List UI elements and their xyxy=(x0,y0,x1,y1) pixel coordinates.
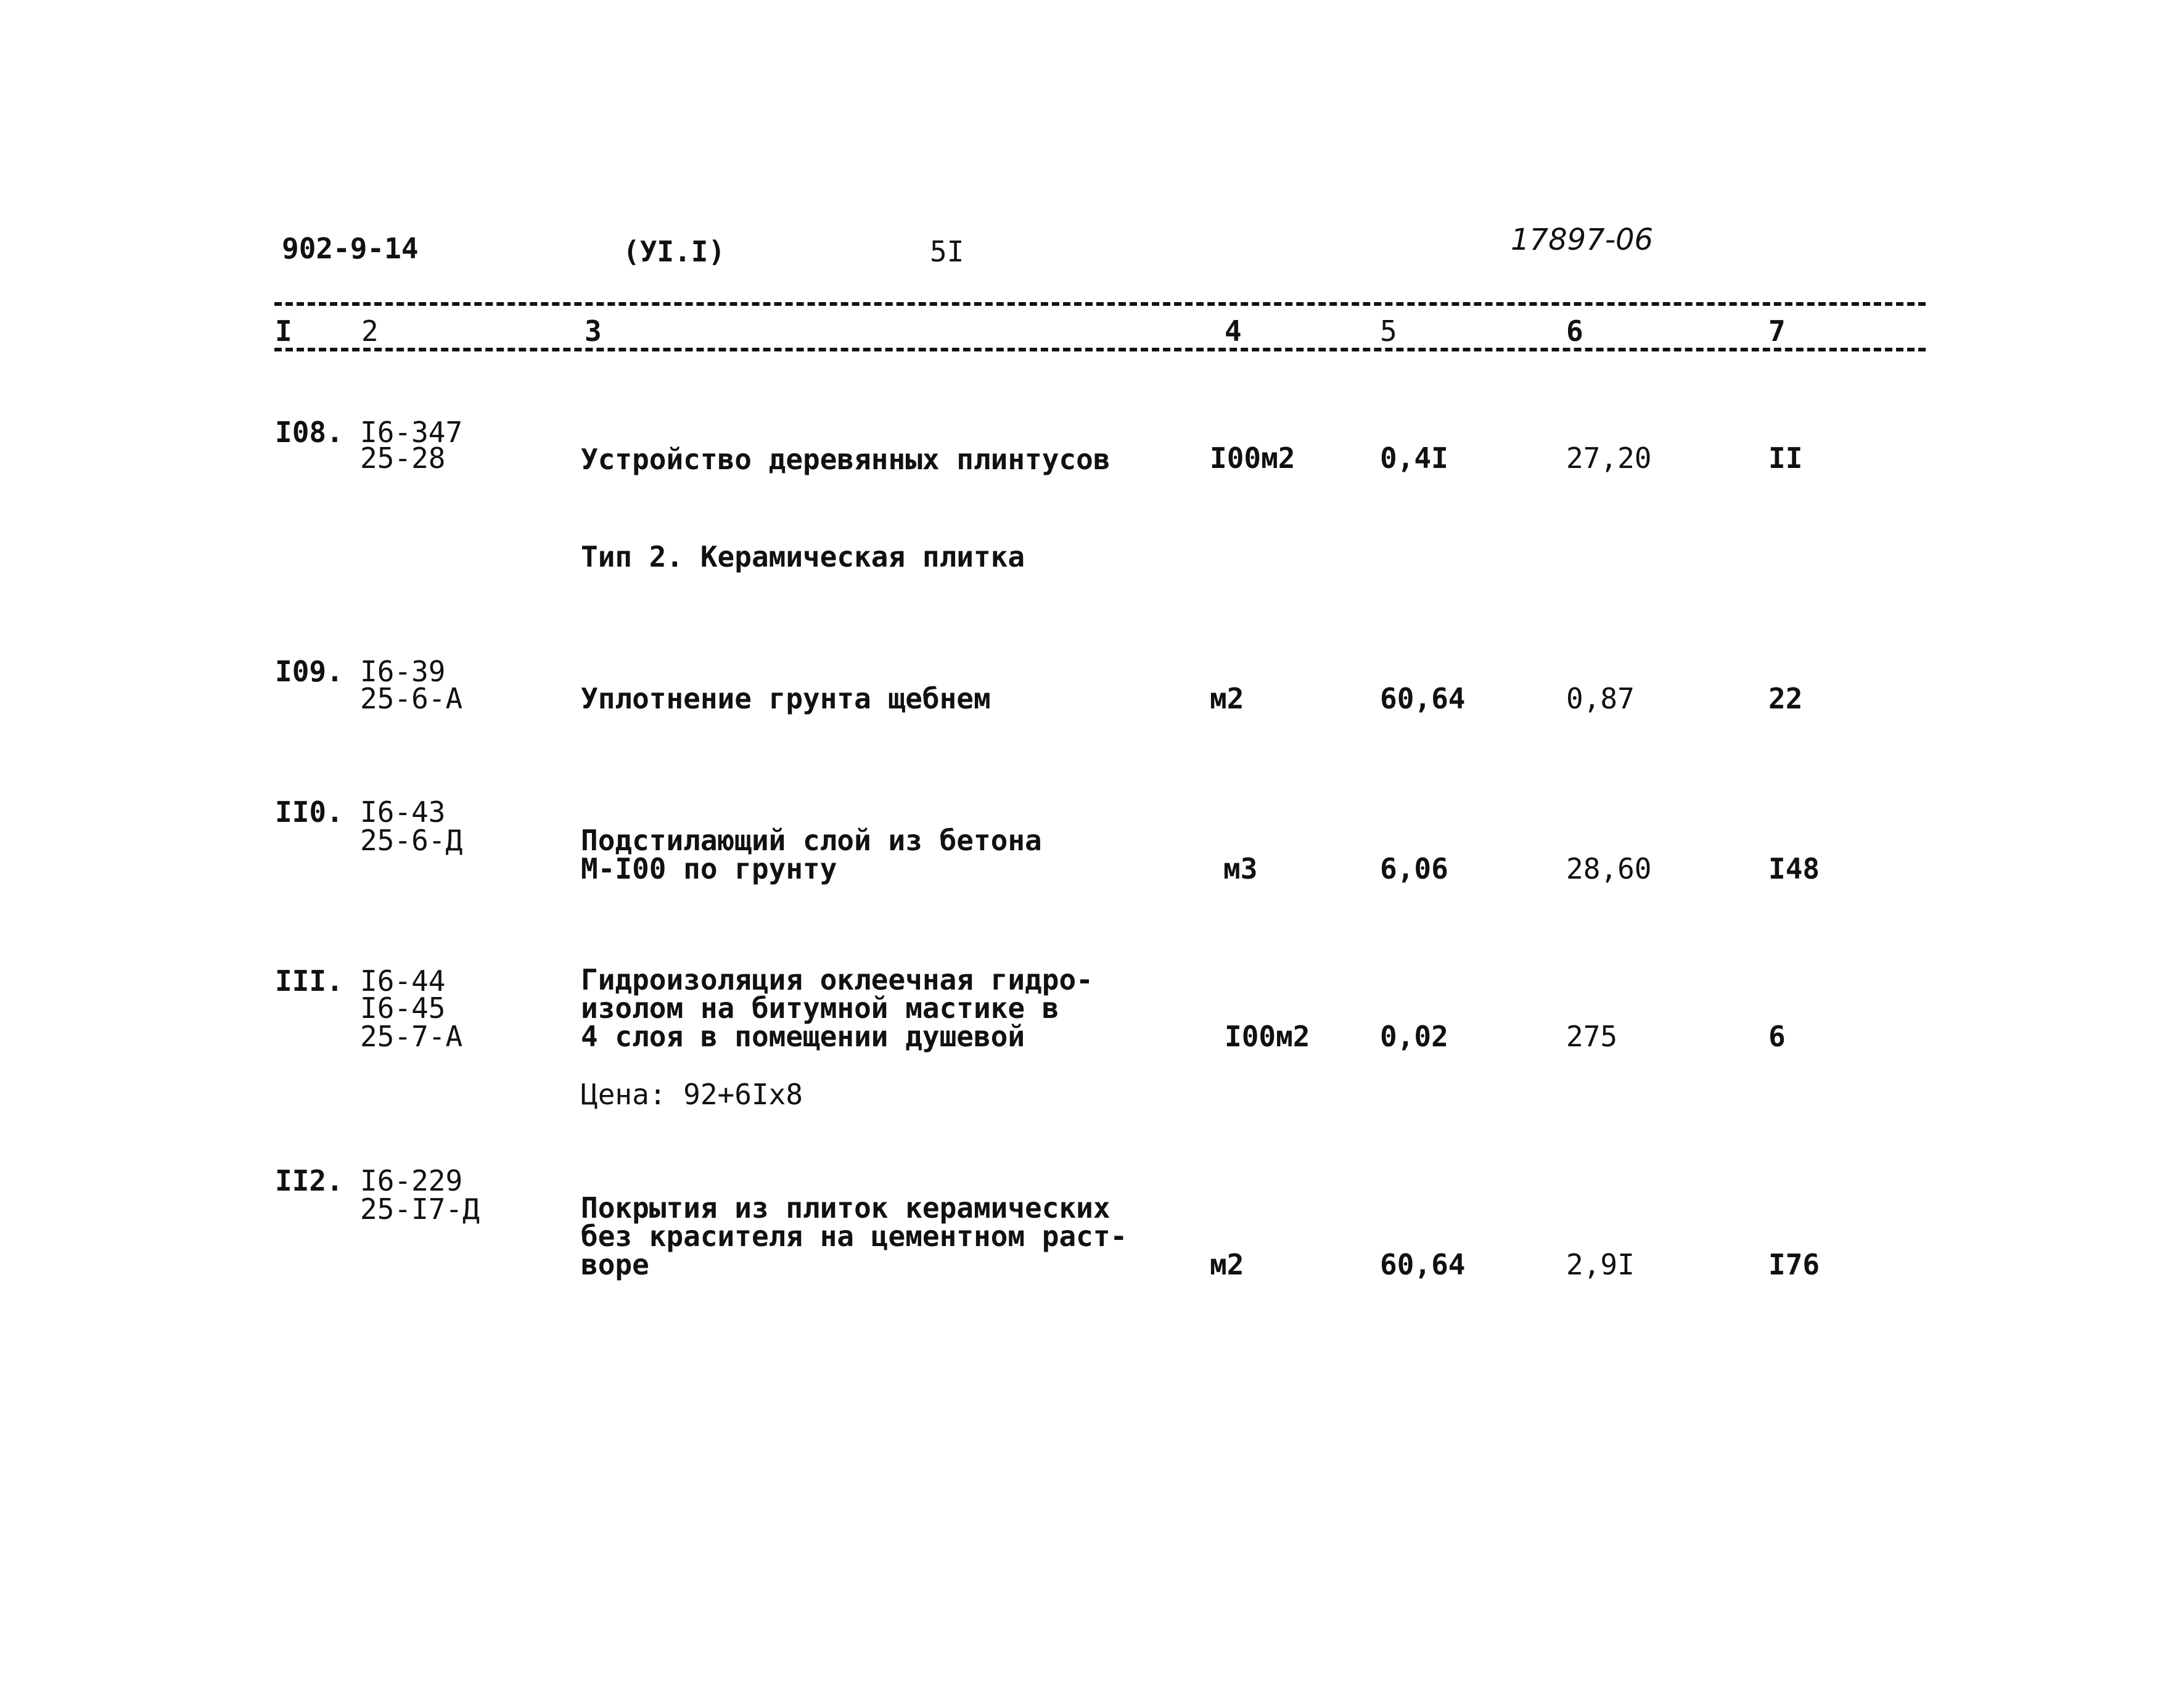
row-total: II xyxy=(1768,441,1803,475)
row-description: Подстилающий слой из бетона xyxy=(581,824,1042,857)
row-total: I48 xyxy=(1768,852,1820,885)
row-description: М-I00 по грунту xyxy=(581,852,837,885)
row-code: I6-39 xyxy=(360,655,446,688)
row-price: 275 xyxy=(1566,1020,1618,1053)
row-number: II2. xyxy=(275,1164,343,1197)
row-code: I6-347 xyxy=(360,416,463,449)
header-rule-bottom xyxy=(274,348,1926,351)
row-quantity: 60,64 xyxy=(1380,682,1466,715)
row-unit: м3 xyxy=(1223,852,1258,885)
row-unit: I00м2 xyxy=(1225,1020,1310,1053)
row-unit: м2 xyxy=(1210,682,1244,715)
document-code: 902-9-14 xyxy=(282,232,419,265)
row-description: воре xyxy=(581,1248,649,1281)
row-code: 25-6-А xyxy=(360,682,463,715)
column-header-1: I xyxy=(275,314,292,348)
row-unit: I00м2 xyxy=(1210,441,1295,475)
row-code: I6-229 xyxy=(360,1164,463,1197)
page-number: 5I xyxy=(930,235,964,268)
row-number: III. xyxy=(275,964,343,998)
row-quantity: 0,4I xyxy=(1380,441,1448,475)
row-price: 2,9I xyxy=(1566,1248,1635,1281)
row-number: I08. xyxy=(275,416,343,449)
row-description: изолом на битумной мастике в xyxy=(581,991,1059,1025)
handwritten-number: 17897-06 xyxy=(1511,223,1654,257)
row-price-note: Цена: 92+6Iх8 xyxy=(581,1078,803,1111)
row-code: I6-45 xyxy=(360,991,446,1025)
row-code: 25-28 xyxy=(360,441,446,475)
row-unit: м2 xyxy=(1210,1248,1244,1281)
row-number: II0. xyxy=(275,795,343,829)
row-quantity: 6,06 xyxy=(1380,852,1448,885)
row-price: 0,87 xyxy=(1566,682,1635,715)
row-code: 25-I7-Д xyxy=(360,1192,480,1226)
row-description: 4 слоя в помещении душевой xyxy=(581,1020,1025,1053)
row-description: Покрытия из плиток керамических xyxy=(581,1191,1110,1225)
column-header-3: 3 xyxy=(585,314,602,348)
column-header-7: 7 xyxy=(1768,314,1786,348)
column-header-2: 2 xyxy=(361,314,379,348)
section-heading: Тип 2. Керамическая плитка xyxy=(581,540,1025,573)
column-header-5: 5 xyxy=(1380,314,1397,348)
row-number: I09. xyxy=(275,655,343,688)
row-code: 25-7-А xyxy=(360,1020,463,1053)
row-description: Устройство деревянных плинтусов xyxy=(581,443,1110,476)
row-quantity: 60,64 xyxy=(1380,1248,1466,1281)
row-code: 25-6-Д xyxy=(360,824,463,857)
row-code: I6-44 xyxy=(360,964,446,998)
row-description: Уплотнение грунта щебнем xyxy=(581,682,991,715)
row-description: без красителя на цементном раст- xyxy=(581,1220,1128,1253)
row-price: 27,20 xyxy=(1566,441,1652,475)
row-total: I76 xyxy=(1768,1248,1820,1281)
column-header-6: 6 xyxy=(1566,314,1583,348)
row-total: 22 xyxy=(1768,682,1803,715)
header-rule-top xyxy=(274,302,1926,306)
row-total: 6 xyxy=(1768,1020,1786,1053)
row-price: 28,60 xyxy=(1566,852,1652,885)
row-description: Гидроизоляция оклеечная гидро- xyxy=(581,963,1093,996)
row-code: I6-43 xyxy=(360,795,446,829)
section-code: (УI.I) xyxy=(623,235,726,268)
row-quantity: 0,02 xyxy=(1380,1020,1448,1053)
column-header-4: 4 xyxy=(1225,314,1242,348)
